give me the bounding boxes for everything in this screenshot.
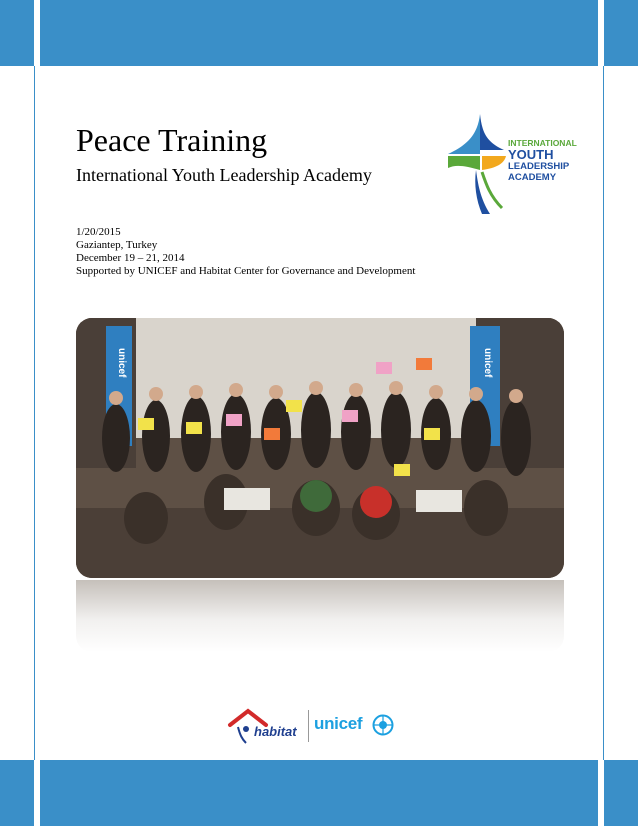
group-photo [76,318,564,578]
meta-event-dates: December 19 – 21, 2014 [76,252,185,264]
frame-block-bottom [40,760,598,826]
document-meta [76,226,415,278]
meta-supporters: Supported by UNICEF and Habitat Center for Governance and Development [76,265,416,277]
frame-block-bottom-right [604,760,638,826]
logo-line-youth: YOUTH [508,147,554,162]
page-title: Peace Training [76,122,268,158]
frame-block-top-left [0,0,34,66]
frame-block-top-right [604,0,638,66]
academy-logo-text [508,138,577,183]
meta-date: 1/20/2015 [76,226,121,238]
photo-reflection [76,580,564,652]
logo-line-leadership: LEADERSHIP [508,161,570,172]
frame-block-bottom-left [0,760,34,826]
frame-line-right [603,66,604,760]
group-photo-scene [76,318,564,578]
page-subtitle: International Youth Leadership Academy [76,165,372,185]
logo-line-academy: ACADEMY [508,172,557,183]
unicef-logo-text: unicef [314,714,363,733]
academy-logo [446,112,577,217]
unicef-banner-left-text: unicef [116,348,127,378]
meta-location: Gaziantep, Turkey [76,239,158,251]
frame-line-left [34,66,35,760]
logo-line-international: INTERNATIONAL [508,138,577,148]
unicef-globe-icon [372,714,394,736]
habitat-logo-text: habitat [254,724,297,739]
frame-block-top [40,0,598,66]
unicef-banner-right-text: unicef [482,348,493,378]
